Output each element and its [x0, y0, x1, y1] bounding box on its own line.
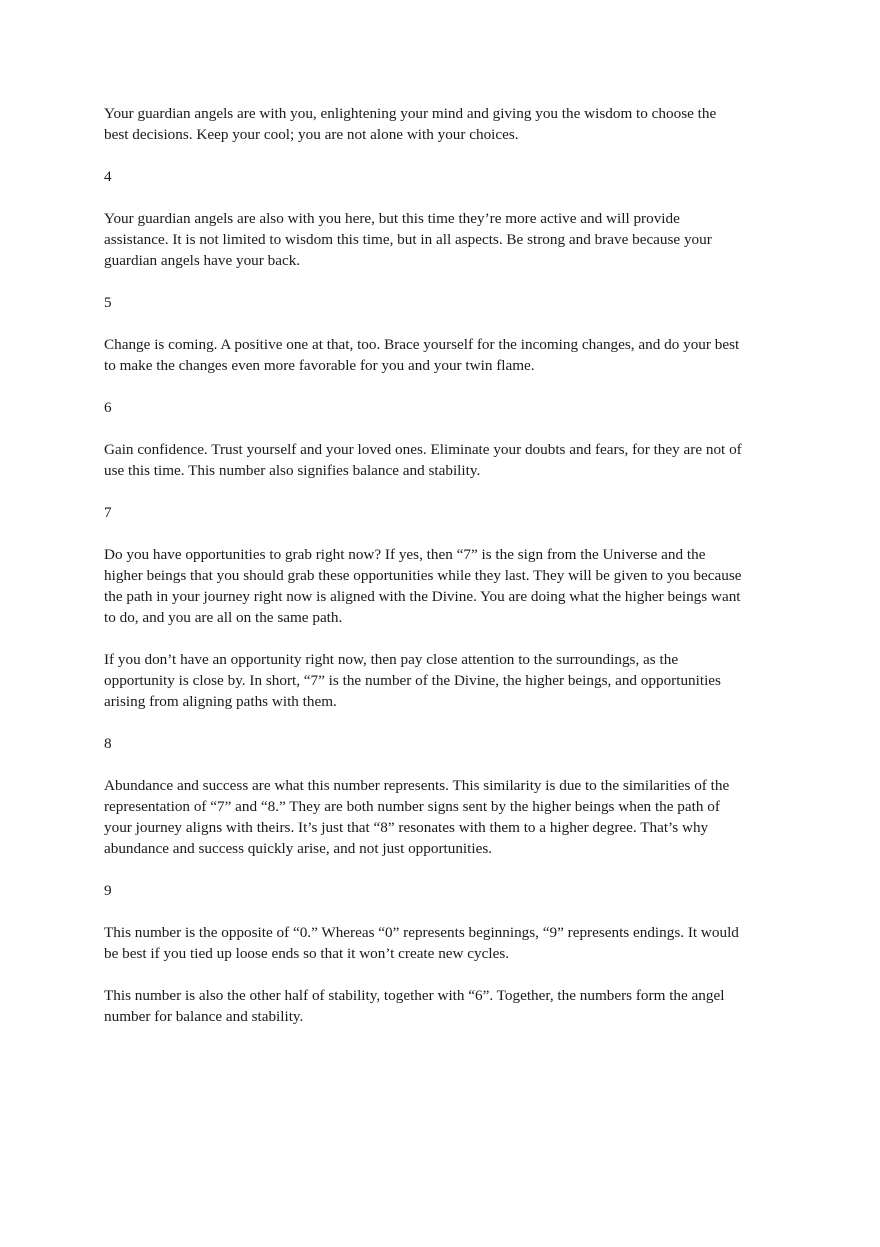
number-heading-8: 8	[104, 735, 112, 752]
paragraph-number-5: Change is coming. A positive one at that, too. Brace yourself for the incoming changes, and do your best to make the changes even more favorable for you and your twin flame.	[104, 336, 740, 374]
number-heading-5: 5	[104, 294, 112, 311]
number-heading-7: 7	[104, 504, 112, 521]
paragraph-number-8: Abundance and success are what this number represents. This similarity is due to the similarities of the representation of “7” and “8.” They are both number signs sent by the higher beings when the path of your journey aligns with theirs. It’s just that “8” resonates with them to a higher degree. That’s why abundance and success quickly arise, and not just opportunities.	[104, 777, 730, 857]
number-heading-6: 6	[104, 399, 112, 416]
paragraph-guardian-angels: Your guardian angels are with you, enlightening your mind and giving you the wisdom to choose the best decisions. Keep your cool; you are not alone with your choices.	[104, 105, 717, 143]
number-heading-4: 4	[104, 168, 112, 185]
paragraph-number-9-a: This number is the opposite of “0.” Whereas “0” represents beginnings, “9” represents endings. It would be best if you tied up loose ends so that it won’t create new cycles.	[104, 924, 739, 962]
number-heading-9: 9	[104, 882, 112, 899]
paragraph-number-7-a: Do you have opportunities to grab right now? If yes, then “7” is the sign from the Universe and the higher beings that you should grab these opportunities while they last. They will be given to you because the path in your journey right now is aligned with the Divine. You are doing what the higher beings want to do, and you are all on the same path.	[104, 546, 742, 626]
paragraph-number-9-b: This number is also the other half of stability, together with “6”. Together, the numbers form the angel number for balance and stability.	[104, 987, 725, 1025]
paragraph-number-7-b: If you don’t have an opportunity right now, then pay close attention to the surroundings, as the opportunity is close by. In short, “7” is the number of the Divine, the higher beings, and opportunities arising from aligning paths with them.	[104, 651, 721, 710]
paragraph-number-4: Your guardian angels are also with you here, but this time they’re more active and will provide assistance. It is not limited to wisdom this time, but in all aspects. Be strong and brave because your guardian angels have your back.	[104, 210, 712, 269]
paragraph-number-6: Gain confidence. Trust yourself and your loved ones. Eliminate your doubts and fears, for they are not of use this time. This number also signifies balance and stability.	[104, 441, 742, 479]
document-body	[104, 103, 744, 1048]
